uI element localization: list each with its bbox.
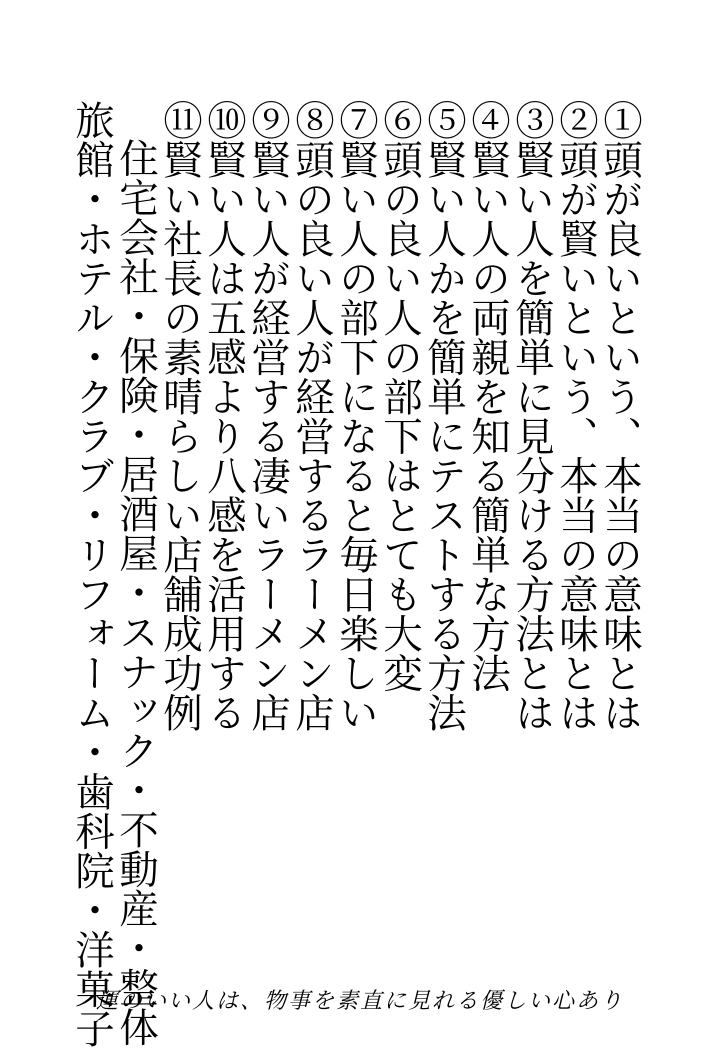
toc-item-9: ⑨賢い人が経営する凄いラーメン店 [245, 100, 291, 732]
toc-item-4: ④賢い人の両親を知る簡単な方法 [465, 100, 511, 693]
toc-item-2: ②頭が賢いという、本当の意味とは [553, 100, 599, 732]
footer-motto: 運のいい人は、物事を素直に見れる優しい心あり [95, 989, 624, 1014]
toc-item-3: ③賢い人を簡単に見分ける方法とは [509, 100, 555, 732]
toc-item-7: ⑦賢い人の部下になると毎日楽しい [333, 100, 379, 732]
toc-item-8: ⑧頭の良い人が経営するラーメン店 [289, 100, 335, 732]
toc-item-11: ⑪賢い社長の素晴らしい店舗成功例 [157, 100, 203, 732]
toc-item-5: ⑤賢い人かを簡単にテストする方法 [421, 100, 467, 732]
toc-subitem-examples-1: 住宅会社・保険・居酒屋・スナック・不動産・整体 [113, 138, 159, 1047]
toc-subitem-examples-2: 旅館・ホテル・クラブ・リフォーム・歯科院・洋菓子 [69, 100, 115, 1048]
toc-item-6: ⑥頭の良い人の部下はとても大変 [377, 100, 423, 693]
toc-item-1: ①頭が良いという、本当の意味とは [597, 100, 643, 732]
toc-item-10: ⑩賢い人は五感より八感を活用する [201, 100, 247, 732]
